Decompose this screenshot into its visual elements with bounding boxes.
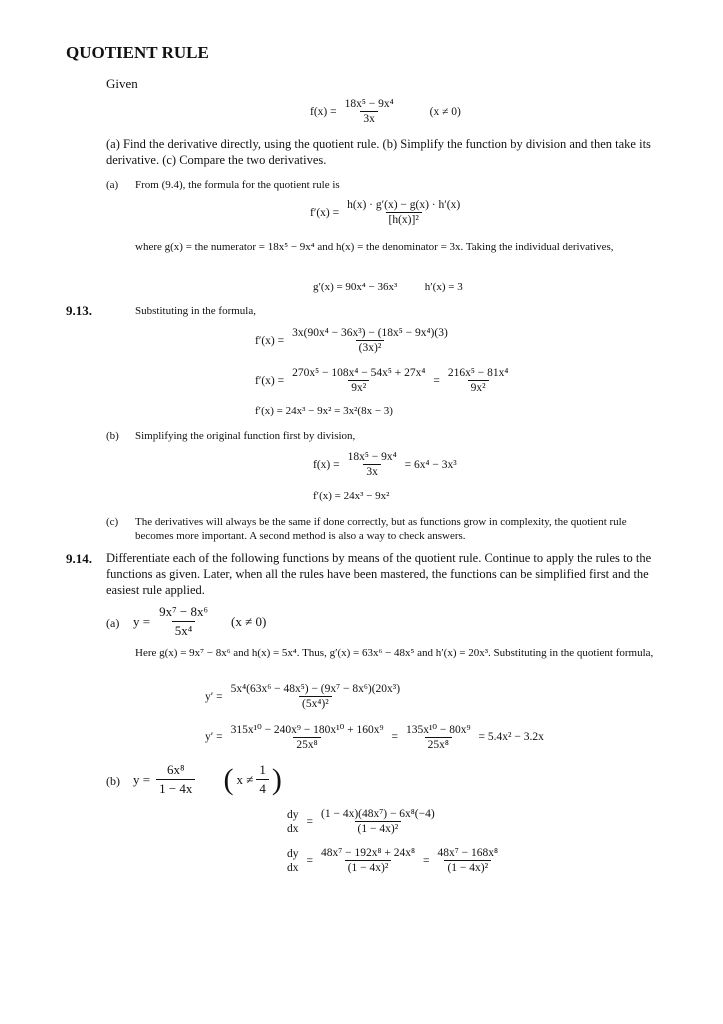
- a-eq-condition: (x ≠ 0): [231, 613, 267, 629]
- a-line1-numerator: 5x⁴(63x⁶ − 48x⁵) − (9x⁷ − 8x⁶)(20x³): [230, 683, 401, 695]
- a-line2-lhs: y′ =: [205, 730, 223, 743]
- a-line2-numerator-1: 315x¹⁰ − 240x⁹ − 180x¹⁰ + 160x⁹: [230, 724, 384, 736]
- problem-number-914: 9.14.: [66, 551, 92, 566]
- line1-numerator: 3x(90x⁴ − 36x³) − (18x⁵ − 9x⁴)(3): [292, 327, 448, 339]
- division-rhs: = 6x⁴ − 3x³: [404, 458, 457, 471]
- a-line2-equals: =: [391, 730, 398, 743]
- b-line1-equals: =: [306, 815, 313, 828]
- given-numerator: 18x⁵ − 9x⁴: [344, 98, 394, 110]
- b-line2-dy: dy: [287, 847, 299, 860]
- part-c-label: (c): [106, 516, 119, 528]
- division-line-2: f′(x) = 24x³ − 9x²: [313, 490, 390, 502]
- line2-numerator-2: 216x⁵ − 81x⁴: [447, 367, 509, 379]
- line1-denominator: (3x)²: [356, 340, 385, 354]
- problem-914-b-label: (b): [106, 774, 120, 788]
- substitution-line-2: [255, 367, 511, 394]
- line2-denominator-2: 9x²: [468, 380, 489, 394]
- b-cond-open-paren: (: [223, 762, 234, 796]
- a-line2-denominator-1: 25x⁸: [293, 737, 320, 751]
- formula-numerator: h(x) · g′(x) − g(x) · h′(x): [347, 199, 461, 211]
- b-line2-equals-2: =: [423, 854, 430, 867]
- page-title: QUOTIENT RULE: [66, 43, 209, 62]
- b-line1-denominator: (1 − 4x)²: [355, 821, 402, 835]
- formula-lhs: f′(x) =: [310, 206, 340, 219]
- part-c-text: The derivatives will always be the same if done correctly, but as functions grow in complexity, the quotient rule becomes more important. A second method is also a way to check answers.: [135, 516, 627, 542]
- division-lhs: f(x) =: [313, 458, 340, 471]
- division-denominator: 3x: [363, 464, 381, 478]
- b-line2-dx: dx: [287, 861, 299, 874]
- b-eq-numerator: 6x⁸: [166, 762, 185, 777]
- part-a-intro: From (9.4), the formula for the quotient rule is: [135, 179, 340, 191]
- b-line1-dy: dy: [287, 808, 299, 821]
- line2-denominator-1: 9x²: [348, 380, 369, 394]
- line2-equals: =: [433, 374, 440, 387]
- division-numerator: 18x⁵ − 9x⁴: [347, 451, 397, 463]
- problem-914-text: Differentiate each of the following functions by means of the quotient rule. Continue to apply the rules to the functions as given. Later, when all the rules have been mastered, the functions can be simplified first and the easiest rule applied.: [106, 551, 652, 597]
- b-cond-close-paren: ): [271, 762, 282, 796]
- given-equation: [310, 98, 461, 125]
- problem-914-b-equation: [133, 762, 282, 797]
- a-eq-lhs: y =: [133, 613, 151, 629]
- b-line2-numerator-2: 48x⁷ − 168x⁸: [437, 847, 499, 859]
- a-line1-lhs: y′ =: [205, 690, 223, 703]
- quotient-rule-formula: [310, 199, 463, 226]
- problem-914-a-label: (a): [106, 616, 120, 630]
- b-eq-condition: [223, 762, 281, 797]
- line2-lhs: f′(x) =: [255, 374, 285, 387]
- problem-914-a-line-1: [205, 683, 403, 710]
- b-line1-dx: dx: [287, 822, 299, 835]
- given-condition: (x ≠ 0): [429, 105, 461, 118]
- b-eq-denominator: 1 − 4x: [156, 779, 195, 797]
- substitution-line-1: [255, 327, 451, 354]
- a-line2-rhs: = 5.4x² − 3.2x: [478, 730, 544, 743]
- problem-914-a-text: Here g(x) = 9x⁷ − 8x⁶ and h(x) = 5x⁴. Thus, g′(x) = 63x⁶ − 48x⁵ and h′(x) = 20x³. Substituting in the quotient formula,: [135, 647, 654, 659]
- a-line1-denominator: (5x⁴)²: [299, 696, 332, 710]
- b-cond-x: x ≠: [236, 771, 254, 787]
- a-eq-numerator: 9x⁷ − 8x⁶: [159, 604, 208, 619]
- individual-derivatives: g′(x) = 90x⁴ − 36x³ h′(x) = 3: [313, 281, 463, 293]
- b-cond-numerator: 1: [259, 762, 266, 777]
- part-b-label: (b): [106, 430, 119, 442]
- b-cond-denominator: 4: [256, 779, 269, 797]
- part-a-where-text: where g(x) = the numerator = 18x⁵ − 9x⁴ and h(x) = the denominator = 3x. Taking the individual derivatives,: [135, 241, 614, 253]
- a-eq-denominator: 5x⁴: [172, 621, 196, 639]
- b-eq-lhs: y =: [133, 771, 151, 787]
- b-line2-denominator-2: (1 − 4x)²: [444, 860, 491, 874]
- task-text: (a) Find the derivative directly, using the quotient rule. (b) Simplify the function by division and then take its derivative. (c) Compare the two derivatives.: [106, 137, 651, 167]
- a-line2-denominator-2: 25x⁸: [425, 737, 452, 751]
- problem-914-b-line-1: [284, 808, 438, 835]
- b-line2-denominator-1: (1 − 4x)²: [345, 860, 392, 874]
- a-line2-numerator-2: 135x¹⁰ − 80x⁹: [405, 724, 471, 736]
- problem-914-a-line-2: [205, 722, 544, 751]
- b-line2-equals: =: [306, 854, 313, 867]
- problem-914-b-line-2: [284, 847, 501, 874]
- problem-914-a-equation: [133, 604, 266, 639]
- b-line1-numerator: (1 − 4x)(48x⁷) − 6x⁸(−4): [321, 808, 435, 820]
- part-a-label: (a): [106, 179, 119, 191]
- line1-lhs: f′(x) =: [255, 334, 285, 347]
- substituting-label: Substituting in the formula,: [135, 305, 256, 317]
- given-lhs: f(x) =: [310, 105, 337, 118]
- problem-number-913: 9.13.: [66, 303, 92, 318]
- division-line-1: [313, 451, 457, 478]
- given-label: Given: [106, 76, 138, 91]
- substitution-line-3: f′(x) = 24x³ − 9x² = 3x²(8x − 3): [255, 405, 393, 417]
- given-denominator: 3x: [360, 111, 378, 125]
- formula-denominator: [h(x)]²: [386, 212, 422, 226]
- part-b-intro: Simplifying the original function first by division,: [135, 430, 356, 442]
- b-line2-numerator-1: 48x⁷ − 192x⁸ + 24x⁸: [321, 847, 415, 859]
- line2-numerator-1: 270x⁵ − 108x⁴ − 54x⁵ + 27x⁴: [292, 367, 426, 379]
